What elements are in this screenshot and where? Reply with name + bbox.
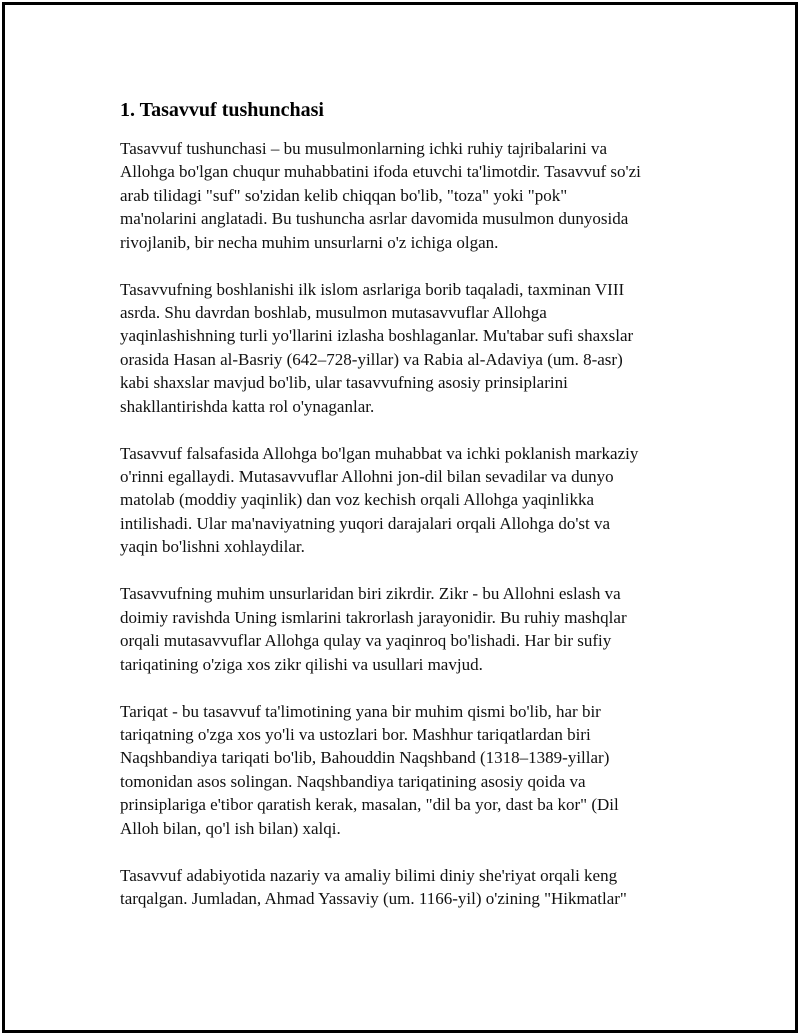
text-line: yaqin bo'lishni xohlaydilar.: [120, 537, 305, 557]
text-line: doimiy ravishda Uning ismlarini takrorlash jarayonidir. Bu ruhiy mashqlar: [120, 607, 627, 627]
text-line: shakllantirishda katta rol o'ynaganlar.: [120, 396, 375, 416]
text-line: tariqatning o'zga xos yo'li va ustozlari bor. Mashhur tariqatlardan biri: [120, 724, 591, 744]
text-line: Tasavvufning muhim unsurlaridan biri zikrdir. Zikr - bu Allohni eslash va: [120, 584, 621, 604]
text-line: Naqshbandiya tariqati bo'lib, Bahouddin Naqshband (1318–1389-yillar): [120, 748, 610, 768]
text-line: tarqalgan. Jumladan, Ahmad Yassaviy (um. 1166-yil) o'zining "Hikmatlar": [120, 888, 627, 908]
text-line: orasida Hasan al-Basriy (642–728-yillar) va Rabia al-Adaviya (um. 8-asr): [120, 349, 623, 369]
document-body: [120, 97, 695, 934]
text-line: orqali mutasavvuflar Allohga qulay va yaqinroq bo'lishadi. Har bir sufiy: [120, 631, 612, 651]
text-line: Allohga bo'lgan chuqur muhabbatini ifoda etuvchi ta'limotdir. Tasavvuf so'zi: [120, 162, 641, 182]
paragraph-3: [120, 442, 695, 559]
text-line: Tasavvuf tushunchasi – bu musulmonlarning ichki ruhiy tajribalarini va: [120, 139, 607, 158]
text-line: asrda. Shu davrdan boshlab, musulmon mutasavvuflar Allohga: [120, 303, 547, 323]
text-line: yaqinlashishning turli yo'llarini izlasha boshlaganlar. Mu'tabar sufi shaxslar: [120, 326, 634, 346]
text-line: tariqatining o'ziga xos zikr qilishi va usullari mavjud.: [120, 654, 483, 674]
section-heading: 1. Tasavvuf tushunchasi: [120, 99, 324, 121]
text-line: matolab (moddiy yaqinlik) dan voz kechish orqali Allohga yaqinlikka: [120, 490, 595, 510]
text-line: intilishadi. Ular ma'naviyatning yuqori darajalari orqali Allohga do'st va: [120, 513, 611, 533]
text-line: rivojlanib, bir necha muhim unsurlarni o'z ichiga olgan.: [120, 232, 499, 252]
document-page: [2, 2, 798, 1033]
paragraph-4: [120, 582, 695, 676]
text-line: Tasavvufning boshlanishi ilk islom asrlariga borib taqaladi, taxminan VIII: [120, 279, 625, 299]
text-line: Alloh bilan, qo'l ish bilan) xalqi.: [120, 818, 341, 838]
text-line: Tasavvuf adabiyotida nazariy va amaliy bilimi diniy she'riyat orqali keng: [120, 865, 618, 885]
text-line: Tariqat - bu tasavvuf ta'limotining yana bir muhim qismi bo'lib, har bir: [120, 701, 601, 721]
text-line: arab tilidagi "suf" so'zidan kelib chiqqan bo'lib, "toza" yoki "pok": [120, 185, 568, 205]
text-line: o'rinni egallaydi. Mutasavvuflar Allohni jon-dil bilan sevadilar va dunyo: [120, 467, 614, 487]
paragraph-5: [120, 700, 695, 840]
text-line: Tasavvuf falsafasida Allohga bo'lgan muhabbat va ichki poklanish markaziy: [120, 443, 639, 463]
paragraph-2: [120, 278, 695, 418]
paragraph-1: [120, 137, 695, 254]
paragraph-6: [120, 864, 695, 911]
text-line: ma'nolarini anglatadi. Bu tushuncha asrlar davomida musulmon dunyosida: [120, 209, 629, 229]
text-line: kabi shaxslar mavjud bo'lib, ular tasavvufning asosiy prinsiplarini: [120, 373, 568, 393]
text-line: prinsiplariga e'tibor qaratish kerak, masalan, "dil ba yor, dast ba kor" (Dil: [120, 795, 619, 815]
text-line: tomonidan asos solingan. Naqshbandiya tariqatining asosiy qoida va: [120, 771, 586, 791]
